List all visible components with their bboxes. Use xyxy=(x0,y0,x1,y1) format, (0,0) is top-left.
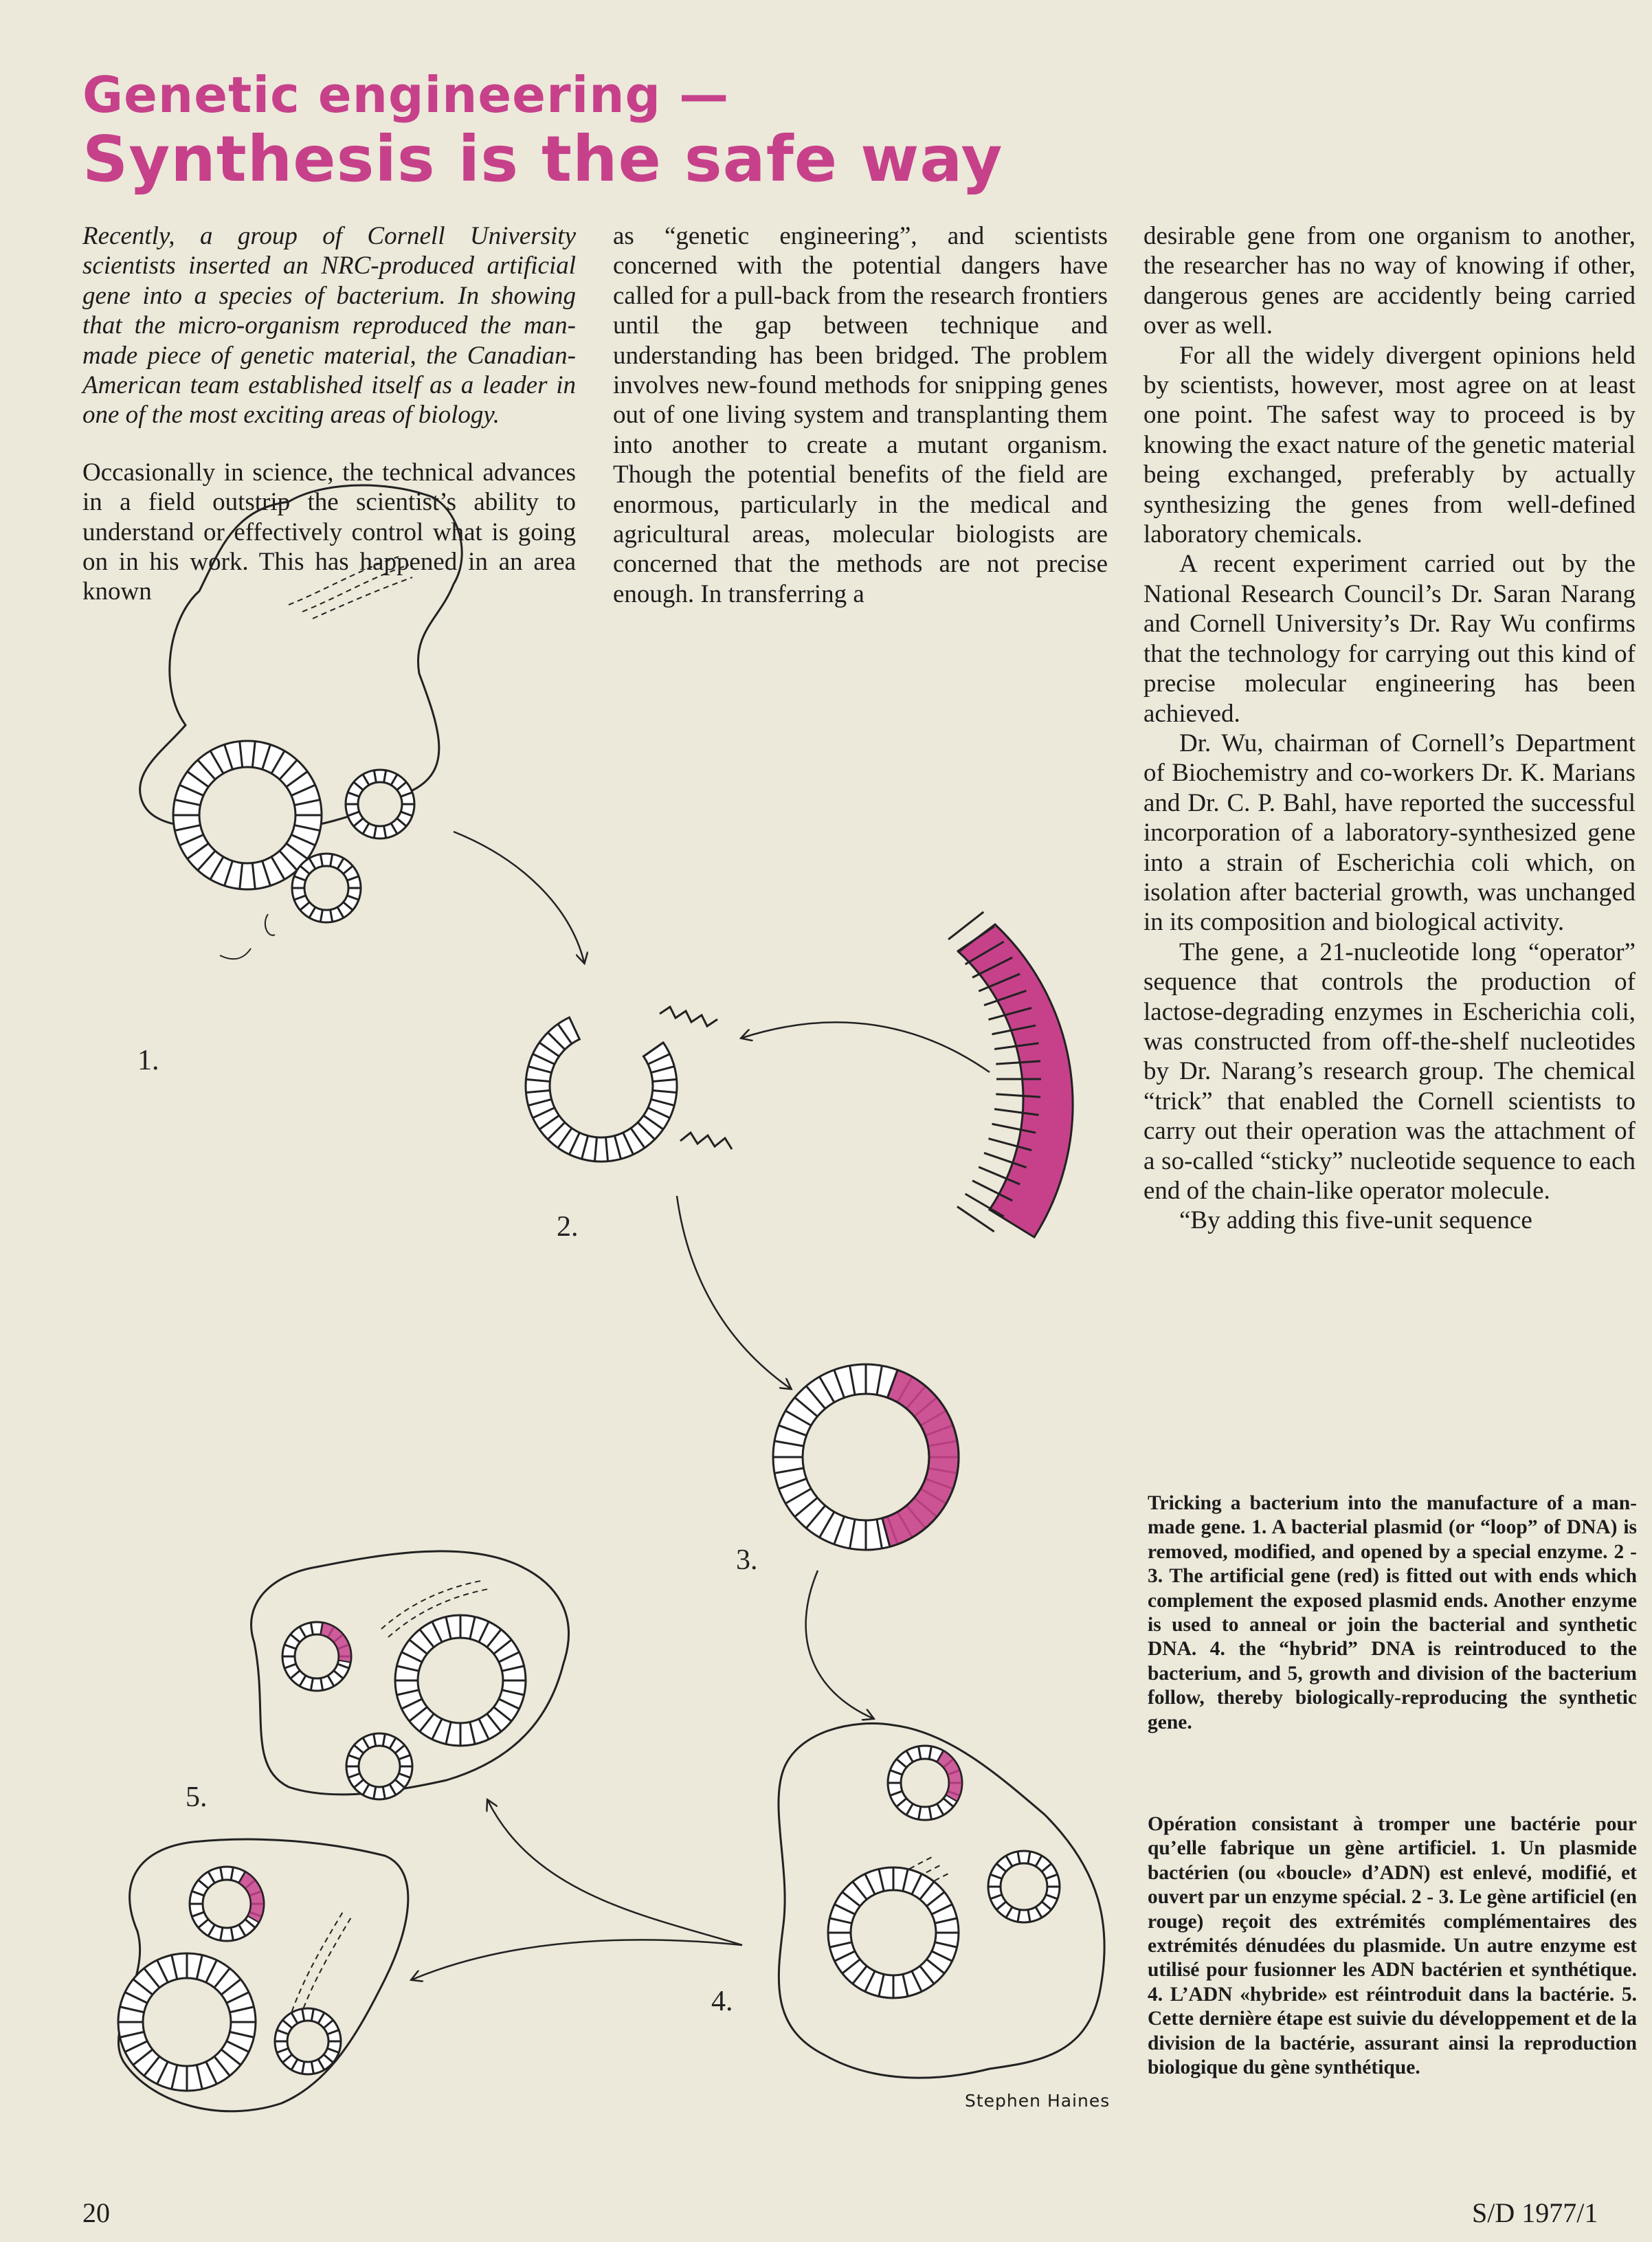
arrow-3-to-4 xyxy=(806,1570,873,1718)
bacterium-cell-4 xyxy=(779,1724,1104,2078)
intro-paragraph: Recently, a group of Cornell University scientists inserted an NRC-produced artificial gene into a species of bacterium. In showing that the micro-organism reproduced the man-made piece of genetic material, the Canadian-American team established itself as a leader in one of the most exciting areas of biology. xyxy=(82,222,576,430)
column-3-paragraph: A recent experiment carried out by the National Research Council’s Dr. Saran Narang and Cornell University’s Dr. Ray Wu confirms that the technology for carrying out this kind of precise molecular engineering has been achieved. xyxy=(1143,550,1636,728)
step-label-5: 5. xyxy=(186,1782,208,1813)
headline-title: Synthesis is the safe way xyxy=(82,122,1003,196)
plasmid-small xyxy=(292,854,361,922)
column-3-paragraph: desirable gene from one organism to another, the researcher has no way of knowing if other, dangerous genes are accidently being carried over as well. xyxy=(1143,222,1636,340)
sticky-end-upper xyxy=(660,1007,717,1026)
arrow-2-to-3 xyxy=(677,1196,790,1388)
column-3-paragraph: Dr. Wu, chairman of Cornell’s Department of Biochemistry and co-workers Dr. K. Marians and Dr. C. P. Bahl, have reported the successful incorporation of a laboratory-synthesized gene into a strain of Escherichia coli which, on isolation after bacterial growth, was unchanged in its composition and biological activity. xyxy=(1143,729,1636,937)
opened-plasmid xyxy=(526,1007,732,1162)
synthetic-gene xyxy=(948,912,1073,1237)
bacterium-cell-5-lower xyxy=(118,1839,408,2111)
sticky-end-lower xyxy=(680,1133,732,1149)
issue-label: S/D 1977/1 xyxy=(1472,2197,1598,2228)
plasmid-ring-edge xyxy=(359,1746,400,1787)
bacterium-cell-5-upper xyxy=(252,1551,569,1799)
headline-kicker: Genetic engineering — xyxy=(82,66,730,124)
plasmid-large xyxy=(118,1953,256,2091)
plasmid-ring-edge xyxy=(851,1890,936,1975)
column-2-body: as “genetic engineering”, and scientists concerned with the potential dangers have called for a pull-back from the research frontiers until the gap between technique and understanding has been bridged. The problem involves new-found methods for snipping genes out of one living system and transplanting them into another to create a mutant organism. Though the potential benefits of the field are enormous, particularly in the medical and agricultural areas, molecular biologists are concerned that the methods are not precise enough. In transferring a xyxy=(613,222,1108,608)
column-3-paragraph: “By adding this five-unit sequence xyxy=(1179,1206,1532,1235)
plasmid-large xyxy=(828,1867,959,1998)
caption-french: Opération consistant à tromper une bactérie pour qu’elle fabrique un gène artificiel. 1. Un plasmide bactérien (ou «boucle» d’ADN) est enlevé, modifié, et ouvert par un enzyme spécial. 2 - 3. Le gène artificiel (en rouge) reçoit des extrémités complémentaires des extrémités dénudées du plasmide. Un autre enzyme est utilisé pour fusionner les ADN bactérien et synthétique. 4. L’ADN «hybride» est réintroduit dans la bactérie. 5. Cette dernière étape est suivie du développement et de la division de la bactérie, assurant ainsi la reproduction biologique du gène synthétique. xyxy=(1148,1813,1637,2079)
plasmid-small xyxy=(988,1851,1060,1922)
column-3-paragraph: For all the widely divergent opinions held by scientists, however, most agree on at least one point. The safest way to proceed is by knowing the exact nature of the genetic material being exchanged, preferably by actually synthesizing the genes from well-defined laboratory chemicals. xyxy=(1143,341,1636,549)
illustration-credit: Stephen Haines xyxy=(965,2091,1110,2111)
plasmid-small xyxy=(346,1733,412,1799)
joined-plasmid xyxy=(773,1364,959,1550)
column-3-paragraph: The gene, a 21-nucleotide long “operator” sequence that controls the production of lactose-degrading enzymes in Escherichia coli, was constructed from off-the-shelf nucleotides by Dr. Narang’s research group. The chemical “trick” that enabled the Cornell scientists to carry out their operation was the attachment of a so-called “sticky” nucleotide sequence to each end of the chain-like operator molecule. xyxy=(1143,937,1636,1205)
synthetic-gene-arc xyxy=(959,924,1073,1237)
plasmid-ring-edge xyxy=(143,1978,231,2066)
plasmid-ring-edge xyxy=(358,782,402,826)
plasmid-ring-edge xyxy=(418,1638,503,1723)
plasmid-opened xyxy=(526,1017,677,1162)
step-label-2: 2. xyxy=(557,1211,579,1243)
plasmid-ring-edge xyxy=(1001,1863,1047,1910)
page-number: 20 xyxy=(82,2197,110,2228)
arrow-1-to-2 xyxy=(454,832,584,962)
nucleotide-tick xyxy=(957,1206,994,1232)
plasmid-ring-edge xyxy=(304,866,348,910)
plasmid-ring-edge xyxy=(287,2021,328,2062)
nucleotide-tick xyxy=(948,912,983,940)
plasmid-small xyxy=(346,770,414,839)
column-1-body: Occasionally in science, the technical advances in a field outstrip the scientist’s ability to understand or effectively control what is going on in his work. This has happened in an area known xyxy=(82,458,576,606)
plasmid-large xyxy=(395,1615,526,1746)
arrow-gene-to-2 xyxy=(742,1022,990,1072)
plasmid-small xyxy=(275,2008,341,2074)
arrow-4-to-5-lower xyxy=(412,1940,742,1979)
step-label-1: 1. xyxy=(137,1045,159,1076)
bacterium-cell-1 xyxy=(140,485,462,959)
cell-squiggle xyxy=(289,557,412,619)
caption-english: Tricking a bacterium into the manufacture of a man-made gene. 1. A bacterial plasmid (or “loop” of DNA) is removed, modified, and opened by a special enzyme. 2 - 3. The artificial gene (red) is fitted out with ends which complement the exposed plasmid ends. Another enzyme is used to anneal or join the bacterial and synthetic DNA. 4. the “hybrid” DNA is reintroduced to the bacterium, and 5, growth and division of the bacterium follow, thereby biologically-reproducing the synthetic gene. xyxy=(1148,1492,1637,1733)
plasmid-ring-edge xyxy=(199,767,295,863)
arrow-4-to-5-upper xyxy=(488,1801,742,1945)
step-label-4: 4. xyxy=(711,1986,733,2017)
step-label-3: 3. xyxy=(736,1544,758,1576)
